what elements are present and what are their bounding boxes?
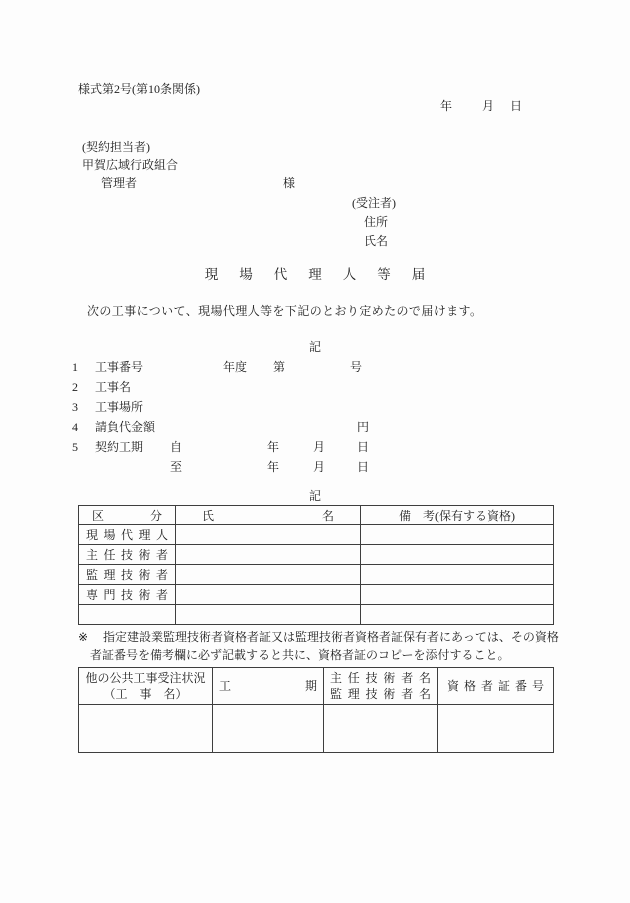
- table-row: [79, 585, 554, 605]
- col-header-cert-number: 資格者証番号: [438, 668, 554, 705]
- item-1-dai-label: 第: [273, 360, 286, 374]
- table-row: [79, 545, 554, 565]
- item-4-yen-label: 円: [357, 420, 370, 434]
- col-header-kouki: 工期: [213, 668, 324, 705]
- contractor-label: (受注者): [352, 196, 396, 210]
- table-header-row: [79, 668, 554, 705]
- item-5-to-month: 月: [313, 460, 326, 474]
- personnel-table: [78, 505, 554, 625]
- item-5-to-year: 年: [267, 460, 280, 474]
- name-cell-empty: [176, 545, 361, 565]
- date-year-label: 年: [440, 99, 453, 113]
- col-header-engineer-names: [324, 668, 438, 705]
- col-header-kubun: 区分: [79, 506, 176, 525]
- item-4-number: 4: [72, 420, 78, 434]
- label-cell-empty: [79, 605, 176, 625]
- remarks-cell-empty: [361, 585, 554, 605]
- row-label-senmon-gijutsusha: 専門技術者: [79, 585, 176, 605]
- administrator-title: 管理者: [101, 176, 138, 190]
- row-label-kanri-gijutsusha: 監理技術者: [79, 565, 176, 585]
- table-row: [79, 605, 554, 625]
- table-row: [79, 525, 554, 545]
- remarks-cell-empty: [361, 565, 554, 585]
- contractor-name-label: 氏名: [364, 234, 389, 248]
- item-5-from-label: 自: [170, 440, 183, 454]
- col-header-biko: 備 考(保有する資格): [361, 506, 554, 525]
- remarks-cell-empty: [361, 525, 554, 545]
- col-header-other-works: [79, 668, 213, 705]
- name-cell-empty: [176, 525, 361, 545]
- item-1-label: 工事番号: [95, 360, 144, 374]
- date-month-label: 月: [482, 99, 495, 113]
- contractor-address-label: 住所: [364, 215, 389, 229]
- form-number: 様式第2号(第10条関係): [78, 82, 200, 96]
- ki-heading-1: 記: [308, 340, 321, 354]
- remarks-cell-empty: [361, 545, 554, 565]
- item-1-nendo-label: 年度: [223, 360, 248, 374]
- note-line1: 指定建設業監理技術者資格者証又は監理技術者資格者証保有者にあっては、その資格: [103, 630, 559, 644]
- engineer-name-cell-empty: [324, 705, 438, 753]
- table-header-row: [79, 506, 554, 525]
- item-5-to-day: 日: [357, 460, 370, 474]
- name-cell-empty: [176, 585, 361, 605]
- item-4-label: 請負代金額: [95, 420, 156, 434]
- organization-name: 甲賀広域行政組合: [82, 158, 179, 172]
- kouki-cell-empty: [213, 705, 324, 753]
- item-2-number: 2: [72, 380, 78, 394]
- ki-heading-2: 記: [308, 489, 321, 503]
- item-5-label: 契約工期: [95, 440, 144, 454]
- item-2-label: 工事名: [95, 380, 132, 394]
- item-5-to-label: 至: [170, 460, 183, 474]
- name-cell-empty: [176, 605, 361, 625]
- row-label-genba-dairinin: 現場代理人: [79, 525, 176, 545]
- item-3-number: 3: [72, 400, 78, 414]
- item-5-from-month: 月: [313, 440, 326, 454]
- remarks-cell-empty: [361, 605, 554, 625]
- date-day-label: 日: [510, 99, 523, 113]
- engineer-name-line2: 監理技術者名: [330, 687, 431, 701]
- other-works-cell-empty: [79, 705, 213, 753]
- table-row: [79, 705, 554, 753]
- other-works-line2: （工 事 名）: [103, 687, 188, 701]
- item-3-label: 工事場所: [95, 400, 144, 414]
- contract-officer-note: (契約担当者): [82, 140, 150, 154]
- item-5-from-year: 年: [267, 440, 280, 454]
- row-label-shunin-gijutsusha: 主任技術者: [79, 545, 176, 565]
- col-header-shimei: 氏名: [176, 506, 361, 525]
- table-row: [79, 565, 554, 585]
- note-line2: 者証番号を備考欄に必ず記載すると共に、資格者証のコピーを添付すること。: [90, 648, 510, 662]
- note-mark: ※: [78, 630, 89, 644]
- name-cell-empty: [176, 565, 361, 585]
- honorific-sama: 様: [283, 176, 296, 190]
- item-5-from-day: 日: [357, 440, 370, 454]
- item-5-number: 5: [72, 440, 78, 454]
- item-1-number: 1: [72, 360, 78, 374]
- item-1-go-label: 号: [350, 360, 363, 374]
- cert-number-cell-empty: [438, 705, 554, 753]
- other-works-table: [78, 667, 554, 753]
- intro-sentence: 次の工事について、現場代理人等を下記のとおり定めたので届けます。: [87, 304, 483, 318]
- other-works-line1: 他の公共工事受注状況: [85, 671, 206, 685]
- engineer-name-line1: 主任技術者名: [330, 671, 431, 685]
- document-title: 現場代理人等届: [204, 267, 447, 282]
